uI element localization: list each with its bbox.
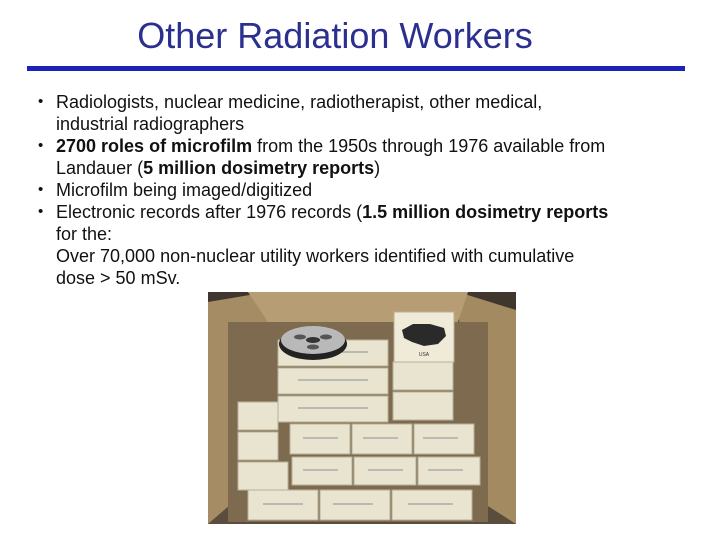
bullet-marker: • [38, 137, 44, 154]
title-underline [27, 66, 685, 71]
bullet-2-text: from the 1950s through 1976 available from [252, 136, 606, 156]
bullet-2-line-2-post: ) [374, 158, 381, 178]
slide-title: Other Radiation Workers [137, 15, 533, 56]
film-reel-icon [279, 326, 347, 360]
bullet-item-4 [36, 201, 686, 289]
bullet-4-pre: Electronic records after 1976 records ( [56, 202, 363, 222]
bullet-list [36, 91, 686, 289]
bullet-4-line-2: for the: [56, 224, 113, 244]
microfilm-box-photo [208, 292, 516, 524]
bullet-2-line-2-bold: 5 million dosimetry reports [143, 158, 375, 178]
bullet-2-line-2-pre: Landauer ( [56, 158, 144, 178]
bullet-item-2 [36, 135, 686, 179]
bullet-1-line-1: Radiologists, nuclear medicine, radiotherapist, other medical, [56, 92, 543, 112]
bullet-2-bold: 2700 roles of microfilm [56, 136, 253, 156]
bullet-4-line-4: dose > 50 mSv. [56, 268, 181, 288]
bullet-item-3 [36, 179, 686, 201]
bullet-marker: • [38, 93, 44, 110]
bullet-item-1 [36, 91, 686, 135]
bullet-marker: • [38, 181, 44, 198]
bullet-marker: • [38, 203, 44, 220]
bullet-4-line-3: Over 70,000 non-nuclear utility workers identified with cumulative [56, 246, 575, 266]
photo-label: USA [418, 352, 430, 358]
bullet-4-bold: 1.5 million dosimetry reports [362, 202, 609, 222]
microfilm-box-illustration [208, 292, 516, 524]
us-map-box [394, 312, 454, 362]
bullet-3-text: Microfilm being imaged/digitized [56, 180, 313, 200]
bullet-1-line-2: industrial radiographers [56, 114, 245, 134]
